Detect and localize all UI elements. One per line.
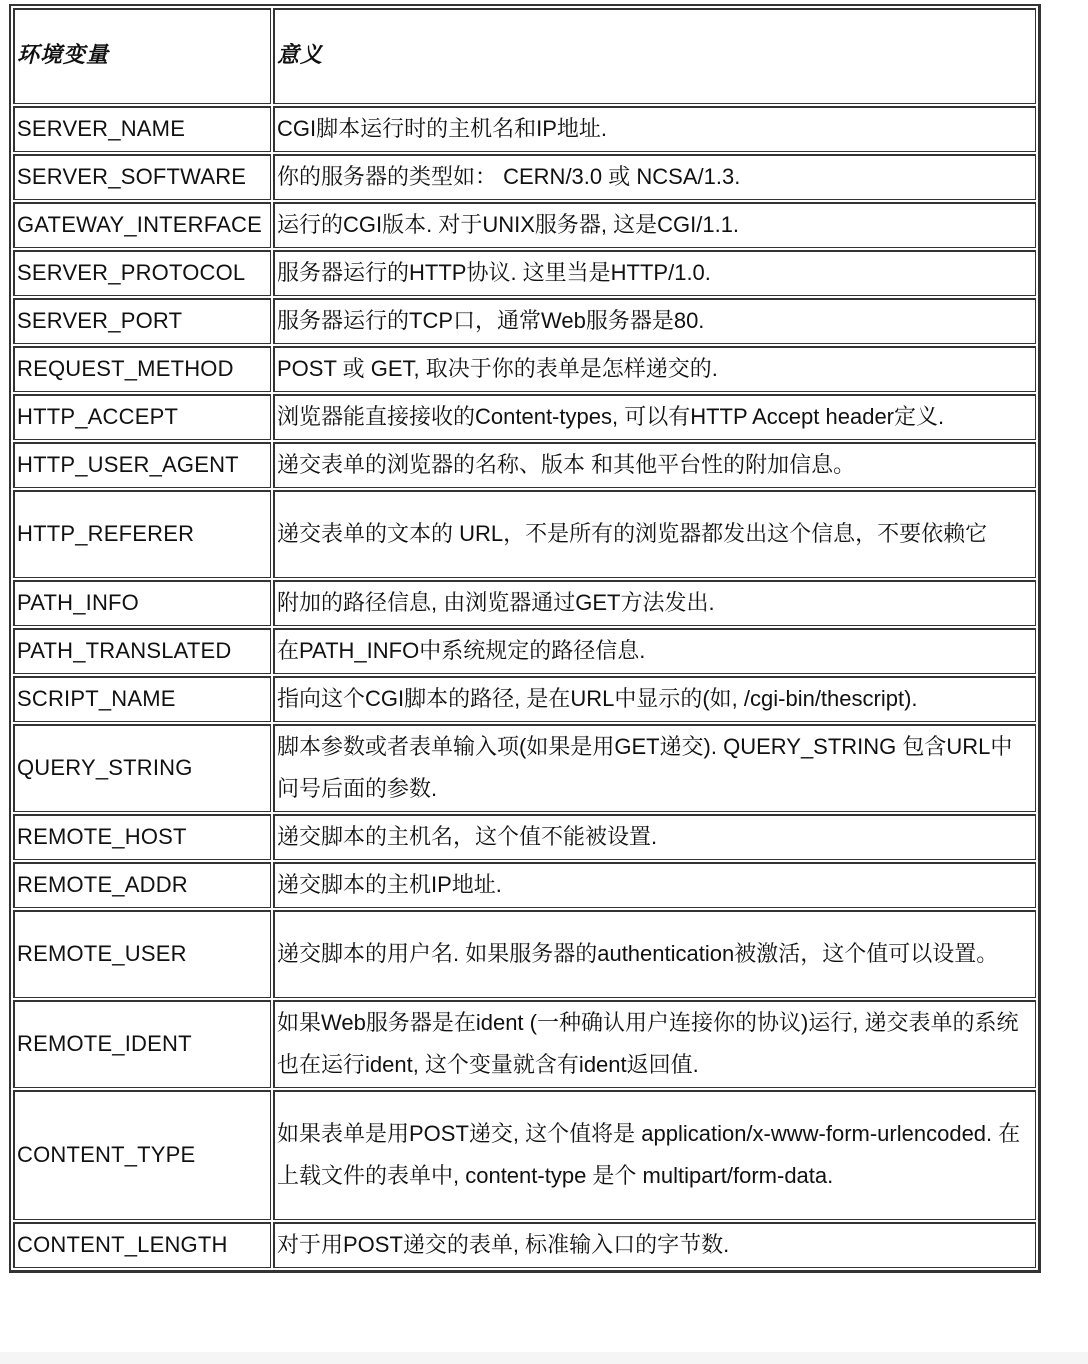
table-row — [13, 724, 1036, 812]
table-row — [13, 814, 1036, 860]
variable-meaning: 递交脚本的用户名. 如果服务器的authentication被激活，这个值可以设置。 — [273, 910, 1036, 998]
table-row — [13, 442, 1036, 488]
variable-meaning: 脚本参数或者表单输入项(如果是用GET递交). QUERY_STRING 包含URL中问号后面的参数. — [273, 724, 1036, 812]
table-row — [13, 1090, 1036, 1220]
variable-name: HTTP_ACCEPT — [13, 394, 271, 440]
variable-name: REMOTE_HOST — [13, 814, 271, 860]
variable-meaning: POST 或 GET, 取决于你的表单是怎样递交的. — [273, 346, 1036, 392]
variable-name: CONTENT_LENGTH — [13, 1222, 271, 1268]
variable-meaning: 递交表单的浏览器的名称、版本 和其他平台性的附加信息。 — [273, 442, 1036, 488]
variable-name: REMOTE_IDENT — [13, 1000, 271, 1088]
variable-name: SERVER_SOFTWARE — [13, 154, 271, 200]
table-row — [13, 154, 1036, 200]
table-header-row — [13, 8, 1036, 104]
variable-name: REMOTE_USER — [13, 910, 271, 998]
env-variable-table-container — [9, 4, 1041, 1273]
header-env-variable: 环境变量 — [13, 8, 271, 104]
variable-meaning: 运行的CGI版本. 对于UNIX服务器, 这是CGI/1.1. — [273, 202, 1036, 248]
table-row — [13, 1222, 1036, 1268]
variable-meaning: 递交表单的文本的 URL，不是所有的浏览器都发出这个信息，不要依赖它 — [273, 490, 1036, 578]
table-row — [13, 862, 1036, 908]
variable-name: PATH_INFO — [13, 580, 271, 626]
table-row — [13, 580, 1036, 626]
variable-name: CONTENT_TYPE — [13, 1090, 271, 1220]
table-row — [13, 394, 1036, 440]
variable-meaning: 递交脚本的主机IP地址. — [273, 862, 1036, 908]
page-bottom-strip — [0, 1352, 1088, 1364]
variable-meaning: 你的服务器的类型如： CERN/3.0 或 NCSA/1.3. — [273, 154, 1036, 200]
variable-meaning: 指向这个CGI脚本的路径, 是在URL中显示的(如, /cgi-bin/thescript). — [273, 676, 1036, 722]
variable-meaning: 附加的路径信息, 由浏览器通过GET方法发出. — [273, 580, 1036, 626]
variable-meaning: 如果Web服务器是在ident (一种确认用户连接你的协议)运行, 递交表单的系统也在运行ident, 这个变量就含有ident返回值. — [273, 1000, 1036, 1088]
table-row — [13, 676, 1036, 722]
variable-meaning: 在PATH_INFO中系统规定的路径信息. — [273, 628, 1036, 674]
variable-meaning: 浏览器能直接接收的Content-types, 可以有HTTP Accept header定义. — [273, 394, 1036, 440]
table-row — [13, 202, 1036, 248]
table-row — [13, 250, 1036, 296]
variable-name: HTTP_REFERER — [13, 490, 271, 578]
variable-meaning: 服务器运行的TCP口，通常Web服务器是80. — [273, 298, 1036, 344]
env-variable-table — [11, 6, 1038, 1270]
table-row — [13, 106, 1036, 152]
variable-name: SCRIPT_NAME — [13, 676, 271, 722]
variable-name: SERVER_NAME — [13, 106, 271, 152]
variable-name: REQUEST_METHOD — [13, 346, 271, 392]
table-row — [13, 628, 1036, 674]
variable-name: HTTP_USER_AGENT — [13, 442, 271, 488]
variable-meaning: 如果表单是用POST递交, 这个值将是 application/x-www-form-urlencoded. 在上载文件的表单中, content-type 是个 multipart/form-data. — [273, 1090, 1036, 1220]
variable-name: GATEWAY_INTERFACE — [13, 202, 271, 248]
header-meaning: 意义 — [273, 8, 1036, 104]
table-row — [13, 1000, 1036, 1088]
variable-name: REMOTE_ADDR — [13, 862, 271, 908]
variable-meaning: CGI脚本运行时的主机名和IP地址. — [273, 106, 1036, 152]
variable-meaning: 递交脚本的主机名，这个值不能被设置. — [273, 814, 1036, 860]
table-row — [13, 298, 1036, 344]
variable-name: SERVER_PROTOCOL — [13, 250, 271, 296]
variable-meaning: 对于用POST递交的表单, 标准输入口的字节数. — [273, 1222, 1036, 1268]
table-row — [13, 910, 1036, 998]
variable-name: SERVER_PORT — [13, 298, 271, 344]
table-row — [13, 490, 1036, 578]
variable-name: QUERY_STRING — [13, 724, 271, 812]
table-row — [13, 346, 1036, 392]
variable-meaning: 服务器运行的HTTP协议. 这里当是HTTP/1.0. — [273, 250, 1036, 296]
variable-name: PATH_TRANSLATED — [13, 628, 271, 674]
